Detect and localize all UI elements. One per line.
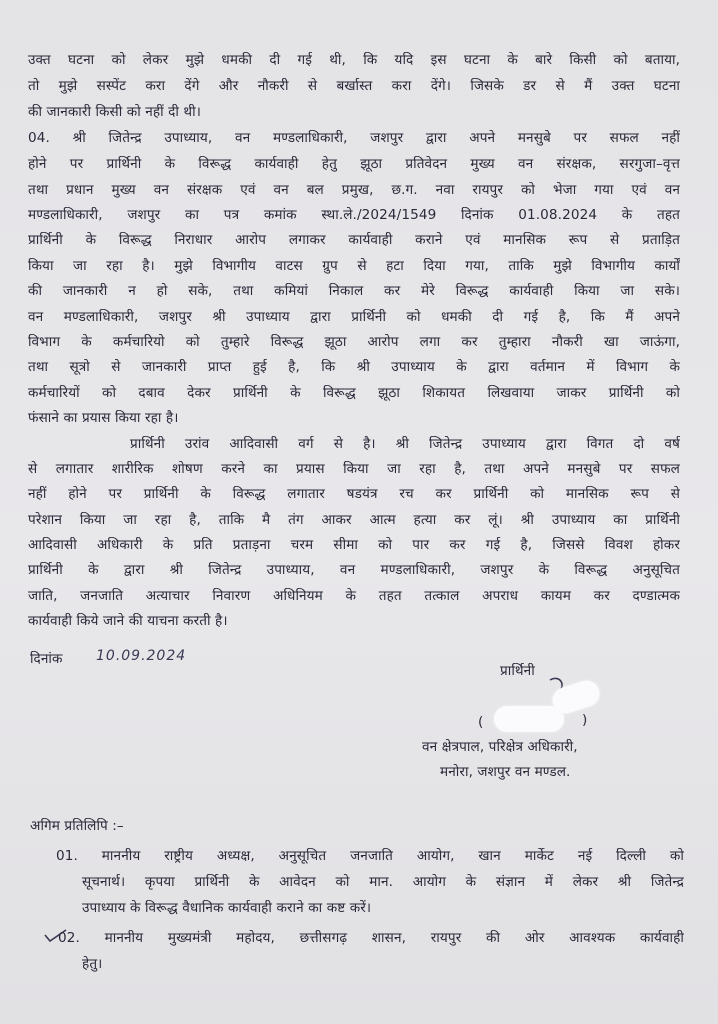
- body-line: की जानकारी किसी को नहीं दी थी।: [28, 104, 201, 120]
- body-line: परेशान किया जा रहा है, ताकि मै तंग आकर आत्म हत्या कर लूं। श्री उपाध्याय का प्रार्थिनी: [28, 512, 680, 528]
- date-value: 10.09.2024: [96, 648, 187, 664]
- date-label: दिनांक: [30, 651, 63, 667]
- body-line: प्रार्थिनी के द्वारा श्री जितेन्द्र उपाध्याय, वन मण्डलाधिकारी, जशपुर के विरूद्ध अनुसूचित: [28, 562, 680, 578]
- signature-designation: वन क्षेत्रपाल, परिक्षेत्र अधिकारी,: [422, 739, 578, 755]
- body-line: होने पर प्रार्थिनी के विरूद्ध कार्यवाही हेतु झूठा प्रतिवेदन मुख्य वन संरक्षक, सरगुजा–वृत्त: [28, 156, 680, 172]
- body-line: कार्यवाही किये जाने की याचना करती है।: [28, 613, 228, 629]
- body-line: विभाग के कर्मचारियो को तुम्हारे विरूद्ध झूठा आरोप लगा कर तुम्हारा नौकरी खा जाऊंगा,: [28, 334, 680, 350]
- body-line: तथा सूत्रो से जानकारी प्राप्त हुई है, कि श्री उपाध्याय के द्वारा वर्तमान में विभाग के: [28, 359, 680, 375]
- body-line: किया जा रहा है। मुझे विभागीय वाटस ग्रुप से हटा दिया गया, ताकि मुझे विभागीय कार्यों: [28, 258, 680, 274]
- body-line: से लगातार शारीरिक शोषण करने का प्रयास किया जा रहा है, तथा अपने मनसुबे पर सफल: [28, 461, 680, 477]
- signature-location: मनोरा, जशपुर वन मण्डल.: [440, 764, 571, 780]
- body-line: नहीं होने पर प्रार्थिनी के विरूद्ध लगातार षडयंत्र रच कर प्रार्थिनी को मानसिक रूप से: [28, 486, 680, 502]
- close-paren: ): [582, 712, 588, 728]
- copy-item-02: 02. माननीय मुख्यमंत्री महोदय, छत्तीसगढ़ शासन, रायपुर की ओर आवश्यक कार्यवाही: [58, 930, 684, 946]
- redaction-mark: [494, 706, 564, 732]
- body-line: उक्त घटना को लेकर मुझे धमकी दी गई थी, कि यदि इस घटना के बारे किसी को बताया,: [28, 52, 680, 68]
- body-line: प्रार्थिनी उरांव आदिवासी वर्ग से है। श्री जितेन्द्र उपाध्याय द्वारा विगत दो वर्ष: [130, 436, 680, 452]
- body-line: की जानकारी न हो सके, तथा कमियां निकाल कर मेरे विरूद्ध कार्यवाही किया जा सके।: [28, 283, 680, 299]
- body-line: कर्मचारियों को दबाव देकर प्रार्थिनी के विरूद्ध झूठा शिकायत लिखवाया जाकर प्रार्थिनी को: [28, 385, 680, 401]
- body-line: फंसाने का प्रयास किया रहा है।: [28, 410, 179, 426]
- open-paren: (: [478, 714, 484, 730]
- body-line: तो मुझे सस्पेंट करा देंगे और नौकरी से बर्खास्त करा देंगे। जिसके डर से मैं उक्त घटना: [28, 78, 680, 94]
- body-line: जाति, जनजाति अत्याचार निवारण अधिनियम के तहत तत्काल अपराध कायम कर दण्डात्मक: [28, 588, 680, 604]
- para-04-line: 04. श्री जितेन्द्र उपाध्याय, वन मण्डलाधिकारी, जशपुर द्वारा अपने मनसुबे पर सफल नहीं: [28, 130, 680, 146]
- copy-item-01: 01. माननीय राष्ट्रीय अध्यक्ष, अनुसूचित जनजाति आयोग, खान मार्केट नई दिल्ली को: [56, 848, 684, 864]
- copy-item-02-cont: हेतु।: [82, 956, 103, 972]
- body-line: मण्डलाधिकारी, जशपुर का पत्र कमांक स्था.ले./2024/1549 दिनांक 01.08.2024 के तहत: [28, 207, 680, 223]
- body-line: आदिवासी अधिकारी के प्रति प्रताड़ना चरम सीमा को पार कर गई है, जिससे विवश होकर: [28, 537, 680, 553]
- signature-title: प्रार्थिनी: [500, 663, 535, 679]
- copy-item-01-cont: सूचनार्थ। कृपया प्रार्थिनी के आवेदन को मान. आयोग के संज्ञान में लेकर श्री जितेन्द्र: [82, 874, 684, 890]
- copy-heading: अगिम प्रतिलिपि :–: [30, 818, 124, 834]
- body-line: तथा प्रधान मुख्य वन संरक्षक एवं वन बल प्रमुख, छ.ग. नवा रायपुर को भेजा गया एवं वन: [28, 182, 680, 198]
- copy-item-01-cont: उपाध्याय के विरूद्ध वैधानिक कार्यवाही कराने का कष्ट करें।: [82, 900, 372, 916]
- body-line: प्रार्थिनी के विरूद्ध निराधार आरोप लगाकर कार्यवाही कराने एवं मानसिक रूप से प्रताड़ित: [28, 232, 680, 248]
- body-line: वन मण्डलाधिकारी, जशपुर श्री उपाध्याय द्वारा प्रार्थिनी को धमकी दी गई है, कि मैं अपने: [28, 309, 680, 325]
